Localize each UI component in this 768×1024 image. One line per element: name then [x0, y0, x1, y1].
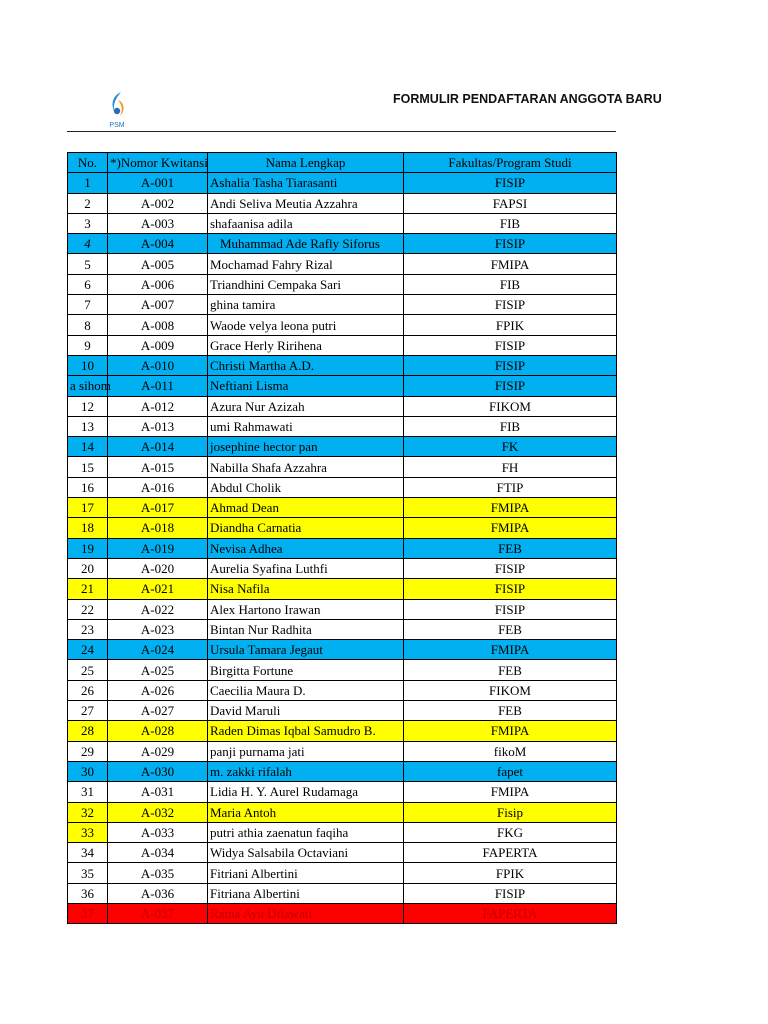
- row-kwitansi: A-012: [108, 396, 208, 416]
- row-nama: Bintan Nur Radhita: [208, 619, 404, 639]
- row-fakultas: FISIP: [404, 173, 617, 193]
- row-fakultas: FK: [404, 437, 617, 457]
- table-row: [68, 518, 617, 538]
- header-divider: [67, 131, 616, 132]
- table-header-row: [68, 153, 617, 173]
- row-nama: Raden Dimas Iqbal Samudro B.: [208, 721, 404, 741]
- row-nama: Alex Hartono Irawan: [208, 599, 404, 619]
- row-kwitansi: A-019: [108, 538, 208, 558]
- table-row: [68, 437, 617, 457]
- row-fakultas: FEB: [404, 701, 617, 721]
- row-fakultas: FISIP: [404, 599, 617, 619]
- row-nama: putri athia zaenatun faqiha: [208, 822, 404, 842]
- row-fakultas: FMIPA: [404, 721, 617, 741]
- row-number: 4: [68, 234, 108, 254]
- row-nama: Abdul Cholik: [208, 477, 404, 497]
- row-kwitansi: A-011: [108, 376, 208, 396]
- row-nama: Fitriana Albertini: [208, 883, 404, 903]
- row-nama: Muhammad Ade Rafly Siforus: [208, 234, 404, 254]
- table-row: [68, 843, 617, 863]
- row-nama: Grace Herly Ririhena: [208, 335, 404, 355]
- table-row: [68, 335, 617, 355]
- row-nama: Andi Seliva Meutia Azzahra: [208, 193, 404, 213]
- row-kwitansi: A-026: [108, 680, 208, 700]
- row-fakultas: FAPERTA: [404, 903, 617, 923]
- row-nama: Triandhini Cempaka Sari: [208, 274, 404, 294]
- table-row: [68, 883, 617, 903]
- row-fakultas: FMIPA: [404, 782, 617, 802]
- row-nama: Azura Nur Azizah: [208, 396, 404, 416]
- row-number: 6: [68, 274, 108, 294]
- row-fakultas: FISIP: [404, 579, 617, 599]
- row-kwitansi: A-024: [108, 640, 208, 660]
- row-nama: Ratna Ayu Dilawati: [208, 903, 404, 923]
- table-row: [68, 295, 617, 315]
- row-kwitansi: A-014: [108, 437, 208, 457]
- registration-table: [67, 152, 617, 924]
- row-nama: Aurelia Syafina Luthfi: [208, 558, 404, 578]
- row-kwitansi: A-017: [108, 498, 208, 518]
- row-number: 24: [68, 640, 108, 660]
- table-row: [68, 538, 617, 558]
- row-nama: Nisa Nafila: [208, 579, 404, 599]
- row-kwitansi: A-016: [108, 477, 208, 497]
- row-fakultas: FIB: [404, 213, 617, 233]
- row-number: 22: [68, 599, 108, 619]
- row-fakultas: FIKOM: [404, 396, 617, 416]
- table-row: [68, 315, 617, 335]
- table-row: [68, 579, 617, 599]
- row-number: 10: [68, 355, 108, 375]
- row-number: 33: [68, 822, 108, 842]
- row-number: 17: [68, 498, 108, 518]
- row-nama: ghina tamira: [208, 295, 404, 315]
- row-nama: Birgitta Fortune: [208, 660, 404, 680]
- table-row: [68, 741, 617, 761]
- table-row: [68, 802, 617, 822]
- row-nama: Ashalia Tasha Tiarasanti: [208, 173, 404, 193]
- row-kwitansi: A-004: [108, 234, 208, 254]
- row-nama: Neftiani Lisma: [208, 376, 404, 396]
- row-fakultas: fapet: [404, 761, 617, 781]
- row-number: 2: [68, 193, 108, 213]
- row-kwitansi: A-013: [108, 416, 208, 436]
- row-kwitansi: A-020: [108, 558, 208, 578]
- row-nama: Christi Martha A.D.: [208, 355, 404, 375]
- row-kwitansi: A-037: [108, 903, 208, 923]
- row-kwitansi: A-003: [108, 213, 208, 233]
- row-kwitansi: A-036: [108, 883, 208, 903]
- row-fakultas: FISIP: [404, 335, 617, 355]
- table-row: [68, 376, 617, 396]
- row-number: 21: [68, 579, 108, 599]
- row-nama: Ursula Tamara Jegaut: [208, 640, 404, 660]
- row-kwitansi: A-009: [108, 335, 208, 355]
- row-kwitansi: A-023: [108, 619, 208, 639]
- row-nama: Ahmad Dean: [208, 498, 404, 518]
- table-row: [68, 903, 617, 923]
- table-row: [68, 558, 617, 578]
- table-row: [68, 660, 617, 680]
- row-kwitansi: A-029: [108, 741, 208, 761]
- row-number: 1: [68, 173, 108, 193]
- table-row: [68, 477, 617, 497]
- row-number: 35: [68, 863, 108, 883]
- row-kwitansi: A-005: [108, 254, 208, 274]
- row-number: 32: [68, 802, 108, 822]
- table-row: [68, 721, 617, 741]
- row-nama: panji purnama jati: [208, 741, 404, 761]
- row-kwitansi: A-007: [108, 295, 208, 315]
- row-number: 20: [68, 558, 108, 578]
- row-number: 14: [68, 437, 108, 457]
- row-nama: josephine hector pan: [208, 437, 404, 457]
- row-kwitansi: A-028: [108, 721, 208, 741]
- row-nama: Caecilia Maura D.: [208, 680, 404, 700]
- table-row: [68, 619, 617, 639]
- table-row: [68, 599, 617, 619]
- row-number: 7: [68, 295, 108, 315]
- row-kwitansi: A-027: [108, 701, 208, 721]
- row-kwitansi: A-002: [108, 193, 208, 213]
- row-fakultas: FEB: [404, 619, 617, 639]
- row-number: 34: [68, 843, 108, 863]
- row-fakultas: FEB: [404, 538, 617, 558]
- psm-logo: [104, 90, 130, 130]
- row-fakultas: FISIP: [404, 558, 617, 578]
- table-row: [68, 416, 617, 436]
- row-fakultas: FIB: [404, 274, 617, 294]
- row-number: 18: [68, 518, 108, 538]
- row-number: 5: [68, 254, 108, 274]
- row-fakultas: FMIPA: [404, 498, 617, 518]
- table-row: [68, 254, 617, 274]
- row-fakultas: FMIPA: [404, 640, 617, 660]
- table-row: [68, 355, 617, 375]
- row-nama: David Maruli: [208, 701, 404, 721]
- row-number: 9: [68, 335, 108, 355]
- row-nama: Fitriani Albertini: [208, 863, 404, 883]
- table-row: [68, 863, 617, 883]
- table-row: [68, 782, 617, 802]
- table-row: [68, 680, 617, 700]
- row-nama: Nabilla Shafa Azzahra: [208, 457, 404, 477]
- table-row: [68, 173, 617, 193]
- row-kwitansi: A-006: [108, 274, 208, 294]
- row-number: a sihom: [68, 376, 108, 396]
- row-nama: Widya Salsabila Octaviani: [208, 843, 404, 863]
- table-row: [68, 640, 617, 660]
- row-kwitansi: A-001: [108, 173, 208, 193]
- table-row: [68, 193, 617, 213]
- row-number: 12: [68, 396, 108, 416]
- page-title: FORMULIR PENDAFTARAN ANGGOTA BARU: [393, 92, 662, 106]
- row-fakultas: FKG: [404, 822, 617, 842]
- row-nama: Diandha Carnatia: [208, 518, 404, 538]
- row-number: 26: [68, 680, 108, 700]
- table-row: [68, 457, 617, 477]
- row-fakultas: FPIK: [404, 315, 617, 335]
- row-number: 13: [68, 416, 108, 436]
- table-row: [68, 498, 617, 518]
- row-nama: shafaanisa adila: [208, 213, 404, 233]
- row-kwitansi: A-030: [108, 761, 208, 781]
- row-number: 36: [68, 883, 108, 903]
- row-number: 8: [68, 315, 108, 335]
- row-kwitansi: A-015: [108, 457, 208, 477]
- row-kwitansi: A-034: [108, 843, 208, 863]
- row-fakultas: FISIP: [404, 355, 617, 375]
- row-nama: Lidia H. Y. Aurel Rudamaga: [208, 782, 404, 802]
- row-kwitansi: A-032: [108, 802, 208, 822]
- row-kwitansi: A-021: [108, 579, 208, 599]
- row-fakultas: FIKOM: [404, 680, 617, 700]
- table-row: [68, 822, 617, 842]
- row-nama: Mochamad Fahry Rizal: [208, 254, 404, 274]
- row-number: 19: [68, 538, 108, 558]
- row-kwitansi: A-008: [108, 315, 208, 335]
- row-kwitansi: A-018: [108, 518, 208, 538]
- row-fakultas: FMIPA: [404, 254, 617, 274]
- row-fakultas: FISIP: [404, 295, 617, 315]
- row-fakultas: FISIP: [404, 376, 617, 396]
- row-fakultas: FISIP: [404, 234, 617, 254]
- row-number: 30: [68, 761, 108, 781]
- table-row: [68, 274, 617, 294]
- row-fakultas: FEB: [404, 660, 617, 680]
- col-header-kwitansi: *)Nomor Kwitansi: [108, 153, 208, 173]
- table-row: [68, 234, 617, 254]
- row-nama: m. zakki rifalah: [208, 761, 404, 781]
- row-number: 3: [68, 213, 108, 233]
- row-fakultas: FH: [404, 457, 617, 477]
- table-row: [68, 213, 617, 233]
- row-kwitansi: A-010: [108, 355, 208, 375]
- row-fakultas: FAPERTA: [404, 843, 617, 863]
- row-kwitansi: A-022: [108, 599, 208, 619]
- row-kwitansi: A-025: [108, 660, 208, 680]
- row-nama: umi Rahmawati: [208, 416, 404, 436]
- row-nama: Maria Antoh: [208, 802, 404, 822]
- row-number: 28: [68, 721, 108, 741]
- col-header-nama: Nama Lengkap: [208, 153, 404, 173]
- row-number: 16: [68, 477, 108, 497]
- row-kwitansi: A-033: [108, 822, 208, 842]
- row-number: 25: [68, 660, 108, 680]
- psm-logo-icon: [104, 90, 130, 130]
- row-fakultas: FTIP: [404, 477, 617, 497]
- row-fakultas: fikoM: [404, 741, 617, 761]
- psm-logo-text: PSM: [109, 122, 125, 129]
- row-nama: Nevisa Adhea: [208, 538, 404, 558]
- row-number: 37: [68, 903, 108, 923]
- col-header-fakultas: Fakultas/Program Studi: [404, 153, 617, 173]
- row-number: 31: [68, 782, 108, 802]
- row-fakultas: FPIK: [404, 863, 617, 883]
- col-header-no: No.: [68, 153, 108, 173]
- row-number: 27: [68, 701, 108, 721]
- table-body: [68, 173, 617, 924]
- row-number: 23: [68, 619, 108, 639]
- row-kwitansi: A-035: [108, 863, 208, 883]
- row-number: 15: [68, 457, 108, 477]
- row-fakultas: FMIPA: [404, 518, 617, 538]
- row-fakultas: Fisip: [404, 802, 617, 822]
- table-row: [68, 761, 617, 781]
- table-row: [68, 701, 617, 721]
- row-fakultas: FIB: [404, 416, 617, 436]
- row-fakultas: FISIP: [404, 883, 617, 903]
- table-row: [68, 396, 617, 416]
- row-number: 29: [68, 741, 108, 761]
- row-kwitansi: A-031: [108, 782, 208, 802]
- row-fakultas: FAPSI: [404, 193, 617, 213]
- row-nama: Waode velya leona putri: [208, 315, 404, 335]
